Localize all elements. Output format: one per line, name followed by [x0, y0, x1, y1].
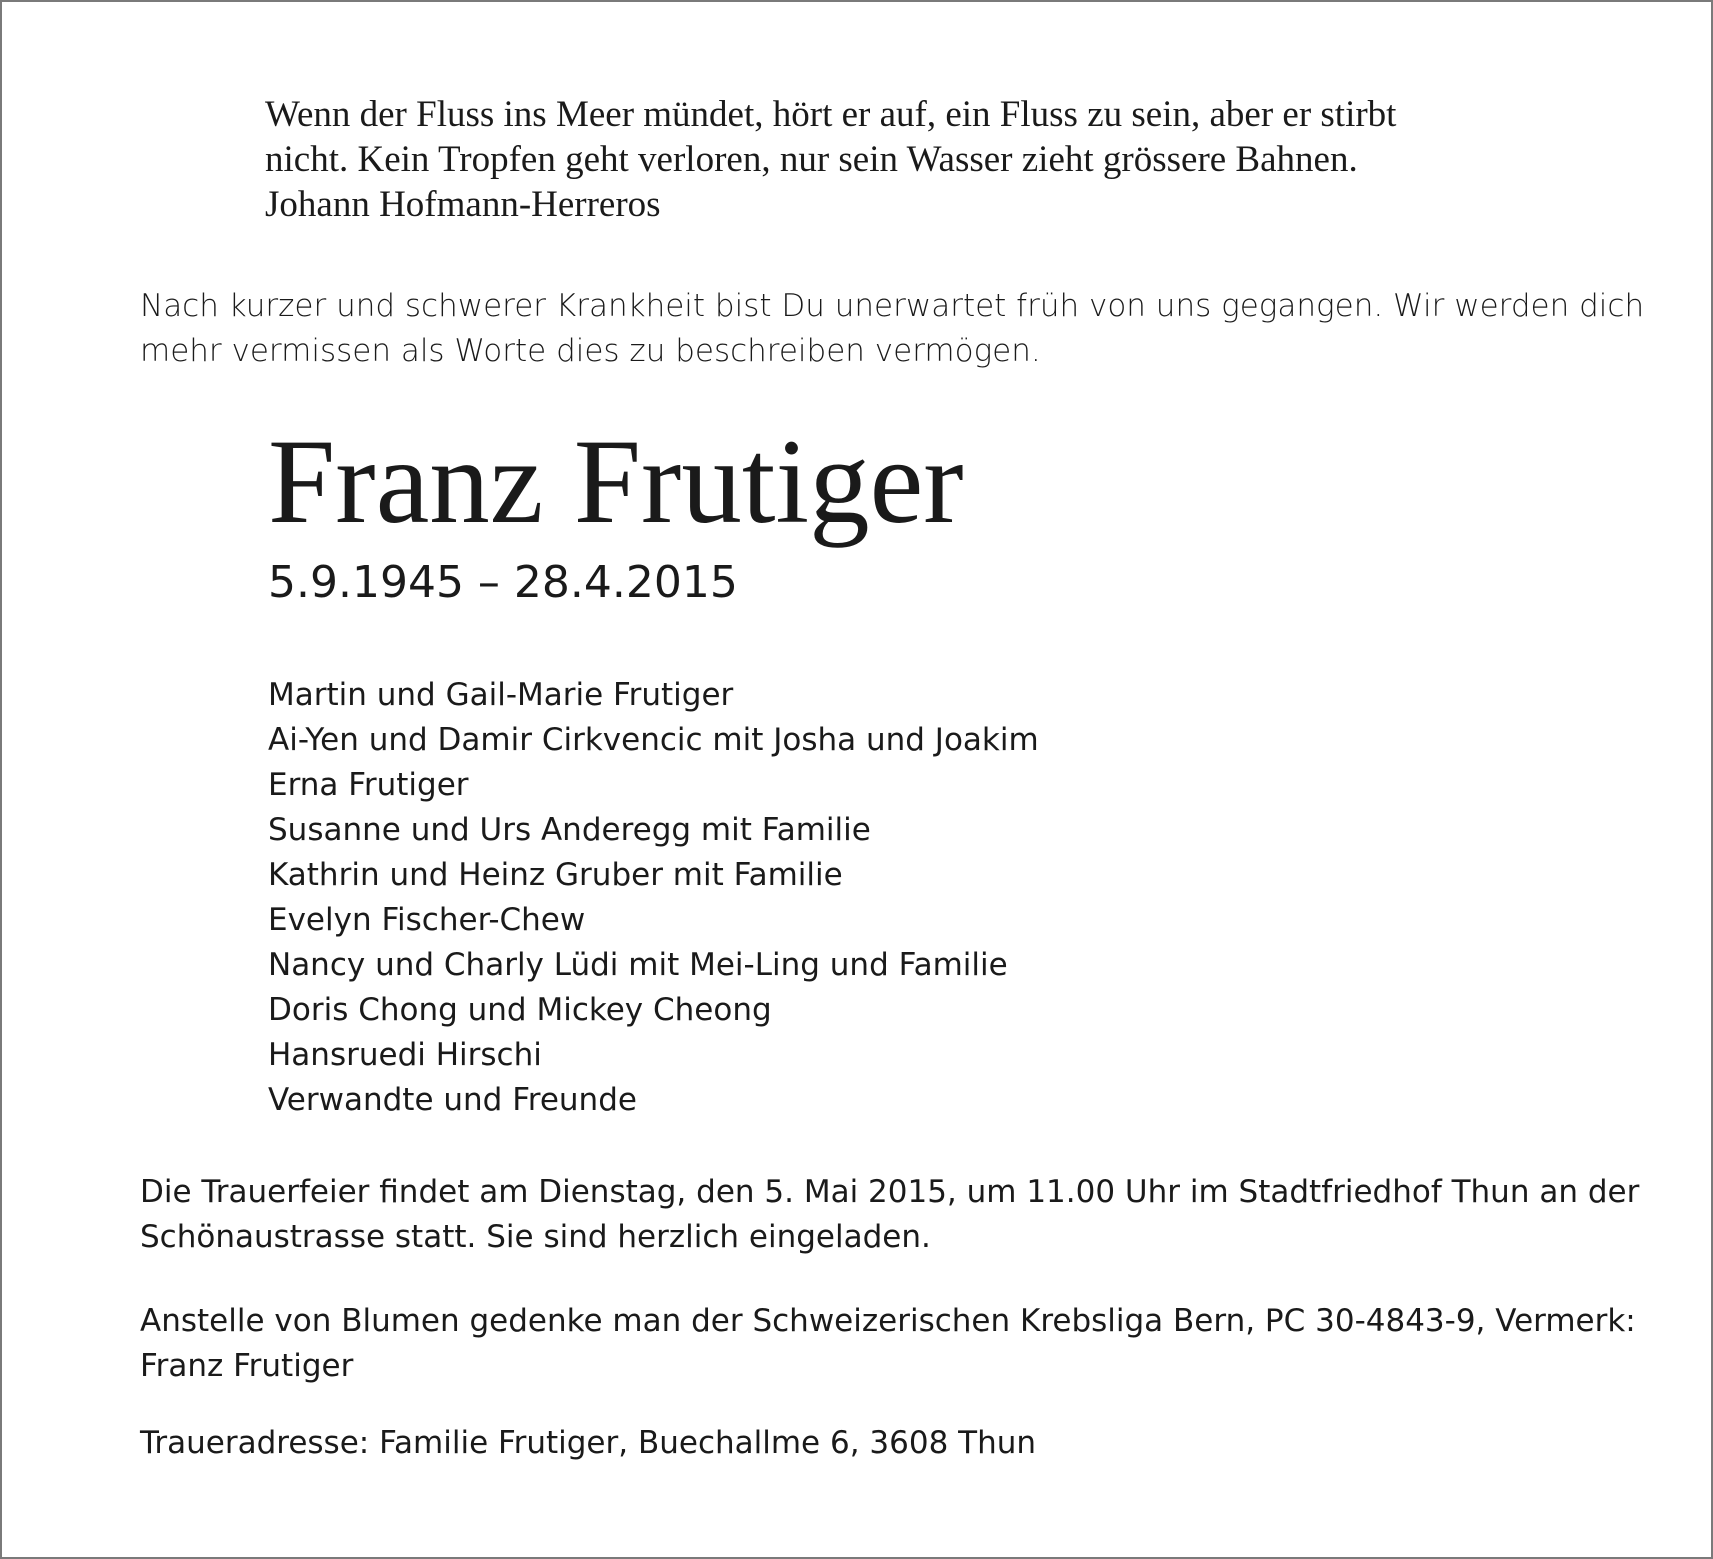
deceased-name: Franz Frutiger [268, 415, 964, 549]
mourner-item: Susanne und Urs Anderegg mit Familie [268, 812, 871, 848]
life-dates: 5.9.1945 – 28.4.2015 [268, 557, 738, 608]
donation-info [140, 1299, 1640, 1389]
mourner-item: Hansruedi Hirschi [268, 1037, 542, 1073]
address-line: Traueradresse: Familie Frutiger, Buechallme 6, 3608 Thun [140, 1425, 1037, 1461]
mourner-item: Evelyn Fischer-Chew [268, 902, 586, 938]
intro-line: Nach kurzer und schwerer Krankheit bist Du unerwartet früh von uns gegangen. Wir werden dich [140, 288, 1645, 324]
mourner-item: Erna Frutiger [268, 767, 469, 803]
quote-line: Wenn der Fluss ins Meer mündet, hört er auf, ein Fluss zu sein, aber er stirbt [265, 94, 1397, 135]
intro-line: mehr vermissen als Worte dies zu beschreiben vermögen. [140, 333, 1041, 369]
funeral-line: Schönaustrasse statt. Sie sind herzlich eingeladen. [140, 1219, 931, 1255]
mourner-item: Martin und Gail-Marie Frutiger [268, 677, 734, 713]
mourning-address [140, 1421, 1640, 1466]
donation-line: Franz Frutiger [140, 1348, 354, 1384]
mourner-item: Kathrin und Heinz Gruber mit Familie [268, 857, 843, 893]
funeral-line: Die Trauerfeier findet am Dienstag, den 5. Mai 2015, um 11.00 Uhr im Stadtfriedhof Thun an der [140, 1174, 1640, 1210]
funeral-info [140, 1170, 1640, 1260]
quote-line: nicht. Kein Tropfen geht verloren, nur sein Wasser zieht grössere Bahnen. [265, 139, 1358, 180]
mourner-item: Nancy und Charly Lüdi mit Mei-Ling und Familie [268, 947, 1008, 983]
mourner-item: Verwandte und Freunde [268, 1082, 637, 1118]
donation-line: Anstelle von Blumen gedenke man der Schweizerischen Krebsliga Bern, PC 30-4843-9, Vermerk: [140, 1303, 1636, 1339]
quote-author: Johann Hofmann-Herreros [265, 184, 661, 225]
mourner-item: Ai-Yen und Damir Cirkvencic mit Josha und Joakim [268, 722, 1039, 758]
mourner-item: Doris Chong und Mickey Cheong [268, 992, 772, 1028]
intro-text [140, 284, 1645, 374]
mourners-list [268, 673, 1039, 1123]
epigraph-quote [265, 92, 1565, 227]
